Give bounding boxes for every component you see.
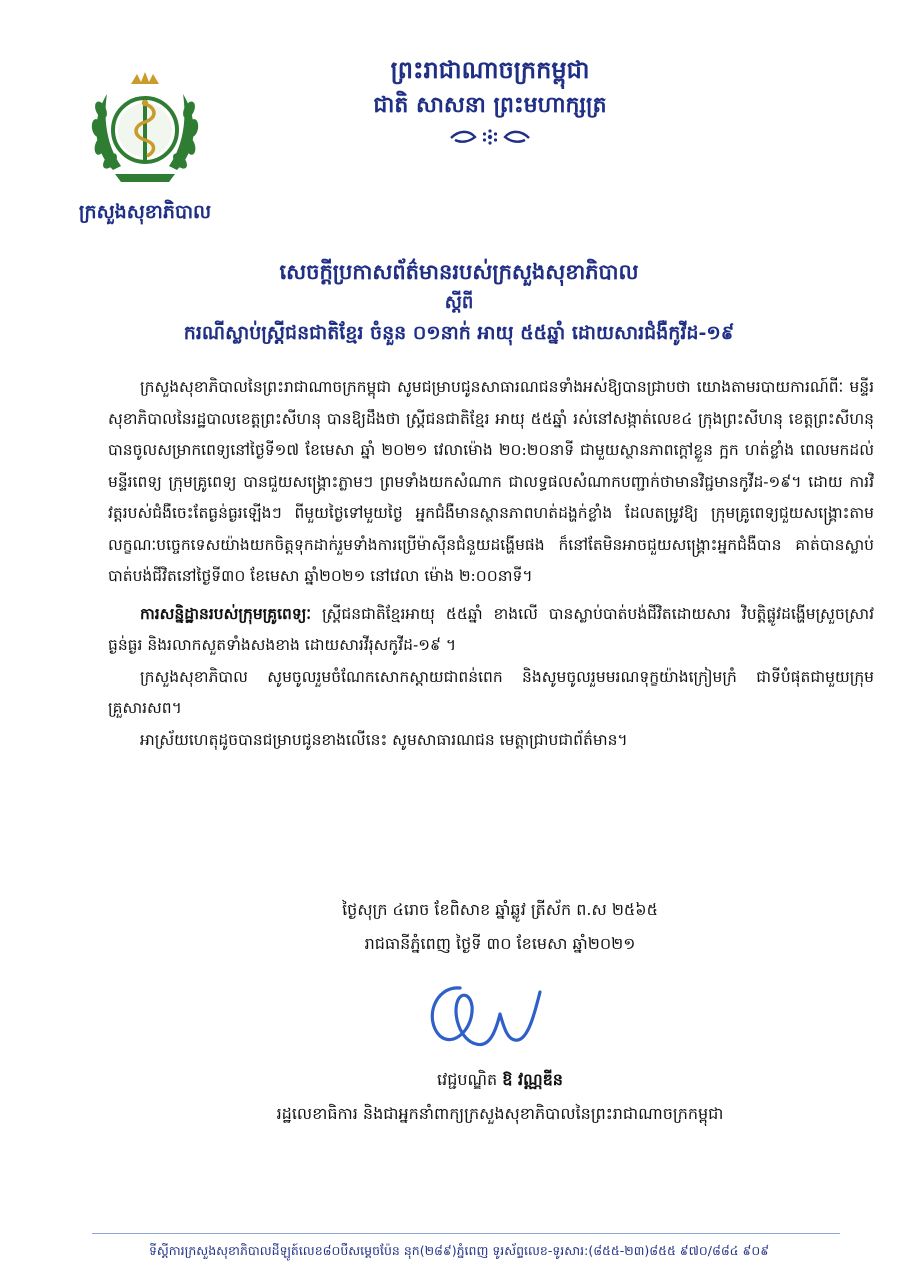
solar-date: រាជធានីភ្នំពេញ ថ្ងៃទី ៣០ ខែមេសា ឆ្នាំ២០២១ xyxy=(364,934,636,953)
signer-position: រដ្ឋលេខាធិការ និងជាអ្នកនាំពាក្យក្រសួងសុខាភិបាលនៃព្រះរាជាណាចក្រកម្ពុជា xyxy=(276,1104,724,1123)
body-paragraph-2 xyxy=(108,598,874,662)
body-paragraph-3: ក្រសួងសុខាភិបាល សូមចូលរួមចំណែកសោកស្តាយជាពន់ពេក និងសូមចូលរួមមរណទុក្ខយ៉ាងក្រៀមក្រំ ជាទីបំផុតជាមួយក្រុមគ្រួសារសព។ xyxy=(108,667,874,717)
ministry-logo-block xyxy=(55,70,235,228)
announcement-title xyxy=(40,255,878,349)
conclusion-text: ស្ត្រីជនជាតិខ្មែរអាយុ ៥៥ឆ្នាំ ខាងលើ បានស្លាប់បាត់បង់ជីវិតដោយសារ វិបត្តិផ្លូវដង្ហើមស្រួចស្រាវធ្ងន់ធ្ងរ និងរលាកសួតទាំងសងខាង ដោយសារវីរុសកូវីដ-១៩ ។ xyxy=(108,604,874,654)
signer-block xyxy=(200,1063,800,1131)
title-line-main: សេចក្តីប្រកាសព័ត៌មានរបស់ក្រសួងសុខាភិបាល xyxy=(279,259,639,284)
signer-title: វេជ្ជបណ្ឌិត xyxy=(437,1070,503,1089)
body-paragraph-4: អាស្រ័យហេតុដូចបានជម្រាបជូនខាងលើនេះ សូមសាធារណជន មេត្តាជ្រាបជាព័ត៌មាន។ xyxy=(140,730,628,749)
conclusion-label: ការសន្និដ្ឋានរបស់ក្រុមគ្រូពេទ្យៈ xyxy=(140,603,312,623)
footer-address: ទីស្តីការក្រសួងសុខាភិបាលដីឡូត៍លេខ៨០បឺសម្តេចប៉ែន នុក(២៨៩)ភ្នំពេញ ទូរស័ព្ទលេខ-ទូរសារ:(៨៥៥-២៣)៨៥៥ ៩៧០/៨៨៤ ៩០៩ xyxy=(148,1243,770,1258)
lunar-date: ថ្ងៃសុក្រ ៤រោច ខែពិសាខ ឆ្នាំឆ្លូវ ត្រីស័ក ព.ស ២៥៦៥ xyxy=(342,900,658,919)
kingdom-name: ព្រះរាជាណាចក្រកម្ពុជា xyxy=(390,55,590,84)
footer-divider xyxy=(92,1233,840,1234)
announcement-body xyxy=(108,372,874,756)
signer-name-line xyxy=(200,1063,800,1097)
signer-name: ឱ វណ្ណឌីន xyxy=(502,1070,563,1089)
date-block xyxy=(200,893,800,961)
ministry-name: ក្រសួងសុខាភិបាល xyxy=(78,201,212,223)
kingdom-header xyxy=(300,52,680,150)
title-line-regarding: ស្តីពី xyxy=(444,292,474,313)
ministry-logo xyxy=(85,70,205,190)
body-paragraph-1: ក្រសួងសុខាភិបាលនៃព្រះរាជាណាចក្រកម្ពុជា សូមជម្រាបជូនសាធារណជនទាំងអស់ឱ្យបានជ្រាបថា យោងតាមរបាយការណ៍ពីៈ មន្ទីរសុខាភិបាលនៃរដ្ឋបាលខេត្តព្រះសីហនុ បានឱ្យដឹងថា ស្ត្រីជនជាតិខ្មែរ អាយុ ៥៥ឆ្នាំ រស់នៅសង្កាត់លេខ៤ ក្រុងព្រះសីហនុ ខេត្តព្រះសីហនុ បានចូលសម្រាកពេទ្យនៅថ្ងៃទី១៧ ខែមេសា ឆ្នាំ ២០២១ វេលាម៉ោង ២០:២០នាទី ជាមួយស្ថានភាពក្តៅខ្លួន ក្អក ហត់ខ្លាំង ពេលមកដល់មន្ទីរពេទ្យ ក្រុមគ្រូពេទ្យ បានជួយសង្គ្រោះភ្លាមៗ ព្រមទាំងយកសំណាក ជាលទ្ធផលសំណាកបញ្ជាក់ថាមានវិជ្ជមានកូវីដ-១៩។ ដោយ ការវិវត្តរបស់ជំងឺចេះតែធ្ងន់ធ្ងរឡើងៗ ពីមួយថ្ងៃទៅមួយថ្ងៃ អ្នកជំងឺមានស្ថានភាពហត់ដង្ហក់ខ្លាំង ដែលតម្រូវឱ្យ ក្រុមគ្រូពេទ្យជួយសង្គ្រោះតាមលក្ខណៈបច្ចេកទេសយ៉ាងយកចិត្តទុកដាក់រួមទាំងការប្រើម៉ាស៊ីនជំនួយដង្ហើមផង ក៏នៅតែមិនអាចជួយសង្គ្រោះអ្នកជំងឺបាន គាត់បានស្លាប់បាត់បង់ជីវិតនៅថ្ងៃទី៣០ ខែមេសា ឆ្នាំ២០២១ នៅវេលា ម៉ោង ២:០០នាទី។ xyxy=(108,378,874,585)
title-line-subject: ករណីស្លាប់ស្ត្រីជនជាតិខ្មែរ ចំនួន ០១នាក់ អាយុ ៥៥ឆ្នាំ ដោយសារជំងឺកូវីដ-១៩ xyxy=(183,322,735,344)
handwritten-signature xyxy=(400,970,560,1060)
national-motto: ជាតិ សាសនា ព្រះមហាក្សត្រ xyxy=(373,92,607,118)
decorative-ornament-icon xyxy=(445,128,535,146)
